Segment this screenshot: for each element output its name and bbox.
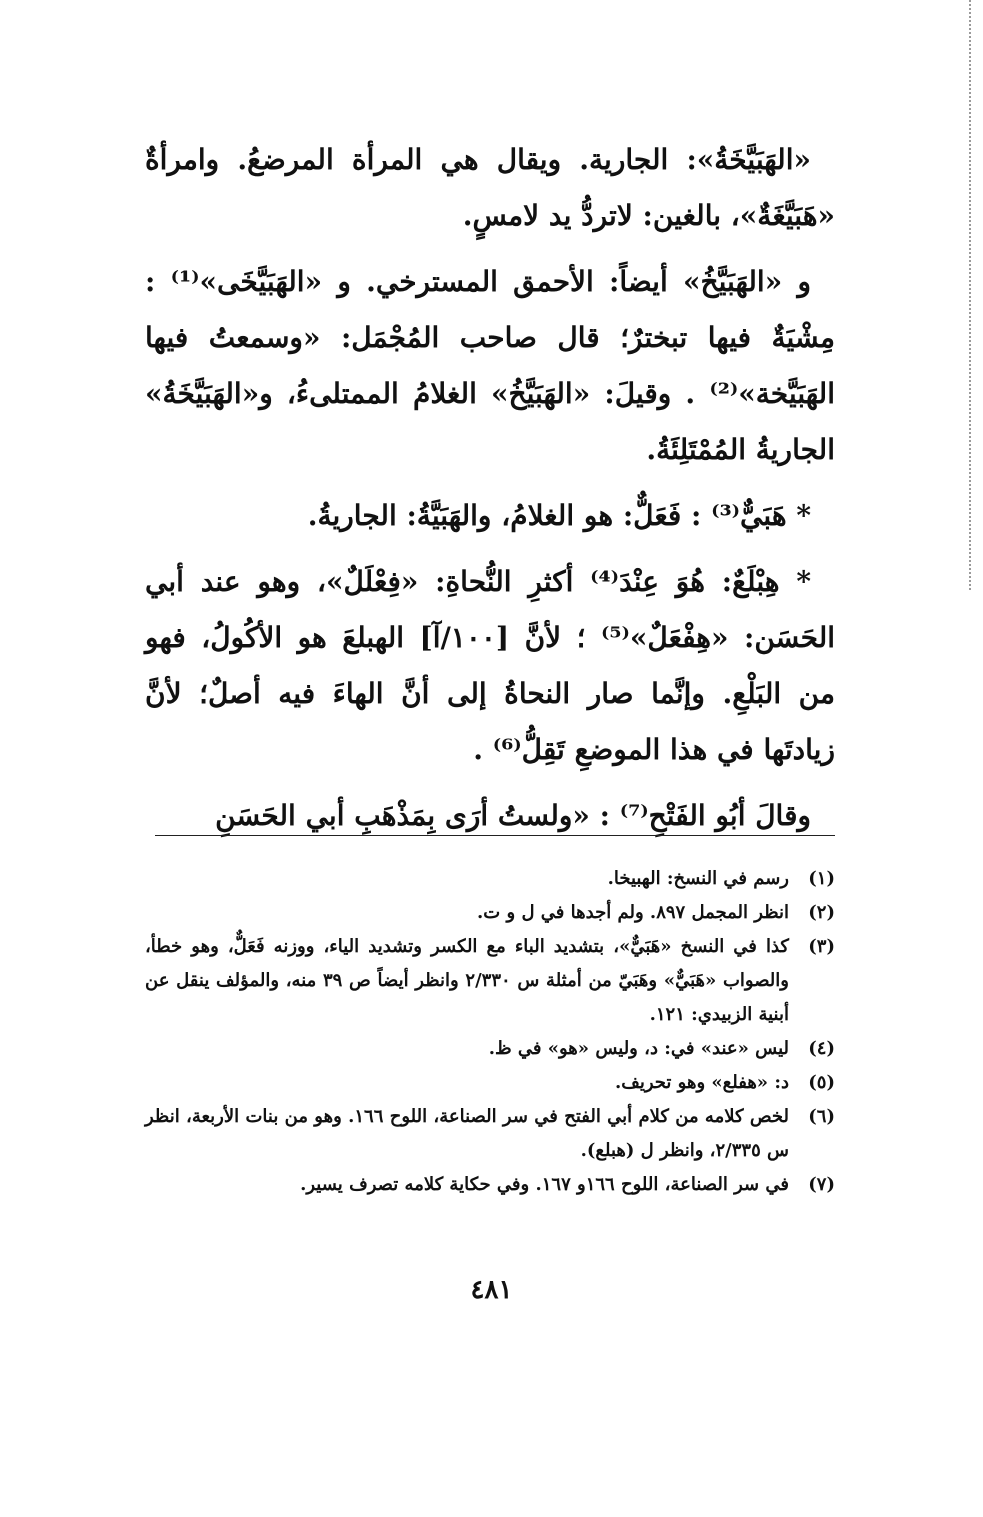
paragraph-abu-alfath: وقالَ أبُو الفَتْحِ⁽⁷⁾ : «ولستُ أرَى بِمَذْهَبِ أبي الحَسَنِ [215,799,811,832]
footnote-number: (١) [808,868,835,889]
footnote-separator [155,835,835,836]
footnote-text: لخص كلامه من كلام أبي الفتح في سر الصناعة، اللوح ١٦٦. وهو من بنات الأربعة، انظر س ٢/٣٣٥، وانظر ل (هبلع). [145,1106,789,1161]
footnote-number: (٤) [808,1038,835,1059]
footnote-number: (٦) [808,1106,835,1127]
footnote-text: انظر المجمل ٨٩٧. ولم أجدها في ل و ت. [477,902,789,923]
scan-margin-dots [969,0,971,590]
paragraph-habayyakh-ahmaq: و «الهَبَيَّخُ» أيضاً: الأحمق المسترخي. و «الهَبَيَّخَى»⁽¹⁾ : مِشْيَةٌ فيها تبخترٌ؛ قال صاحب المُجْمَل: «وسمعتُ فيها الهَبَيَّخة»⁽²⁾ . وقيلَ: «الهَبَيَّخُ» الغلامُ الممتلىءُ، و«الهَبَيَّخَةُ» الجاريةُ المُمْتَلِئَةُ. [145,265,835,466]
paragraph-habayyakha: «الهَبَيَّخَةُ»: الجارية. ويقال هي المرأة المرضعُ. وامرأةٌ «هَبَيَّغَةٌ»، بالغين: لاتردُّ يد لامسٍ. [145,143,835,232]
footnote-3 [145,930,835,1032]
footnote-number: (٧) [808,1174,835,1195]
footnote-number: (٢) [808,902,835,923]
footnote-5 [145,1066,835,1100]
footnote-4 [145,1032,835,1066]
footnote-number: (٥) [808,1072,835,1093]
footnote-text: د: «هفلع» وهو تحريف. [614,1072,789,1093]
footnote-text: كذا في النسخ «هَبَيٌّ»، بتشديد الباء مع الكسر وتشديد الياء، ووزنه فَعَلٌّ، وهو خطأ، والصواب «هَبَيٌّ» وهَبَيّ من أمثلة س ٢/٣٣٠ وانظر أيضاً ص ٣٩ منه، والمؤلف ينقل عن أبنية الزبيدي: ١٢١. [145,936,789,1025]
footnote-number: (٣) [808,936,835,957]
footnote-1 [145,862,835,896]
footnote-text: في سر الصناعة، اللوح ١٦٦و ١٦٧. وفي حكاية كلامه تصرف يسير. [300,1174,789,1195]
paragraph-habayy: * هَبَيٌّ⁽³⁾ : فَعَلٌّ: هو الغلامُ، والهَبَيَّةُ: الجاريةُ. [307,499,811,532]
footnotes-block [145,862,835,1202]
footnote-7 [145,1168,835,1202]
footnote-6 [145,1100,835,1168]
footnote-text: رسم في النسخ: الهبيخا. [607,868,789,889]
main-text-block [145,132,835,854]
footnote-text: ليس «عند» في: د، وليس «هو» في ظ. [488,1038,789,1059]
page-number: ٤٨١ [470,1275,513,1305]
paragraph-hiblaa: * هِبْلَعٌ: هُوَ عِنْدَ⁽⁴⁾ أكثرِ النُّحاةِ: «فِعْلَلٌ»، وهو عند أبي الحَسَن: «هِفْعَلٌ»⁽⁵⁾ ؛ لأنَّ [١٠٠/آ] الهبلعَ هو الأكُولُ، فهو من البَلْعِ. وإنَّما صار النحاةُ إلى أنَّ الهاءَ فيه أصلٌ؛ لأنَّ زيادتَها في هذا الموضعِ تَقِلُّ⁽⁶⁾ . [145,565,836,766]
footnote-2 [145,896,835,930]
